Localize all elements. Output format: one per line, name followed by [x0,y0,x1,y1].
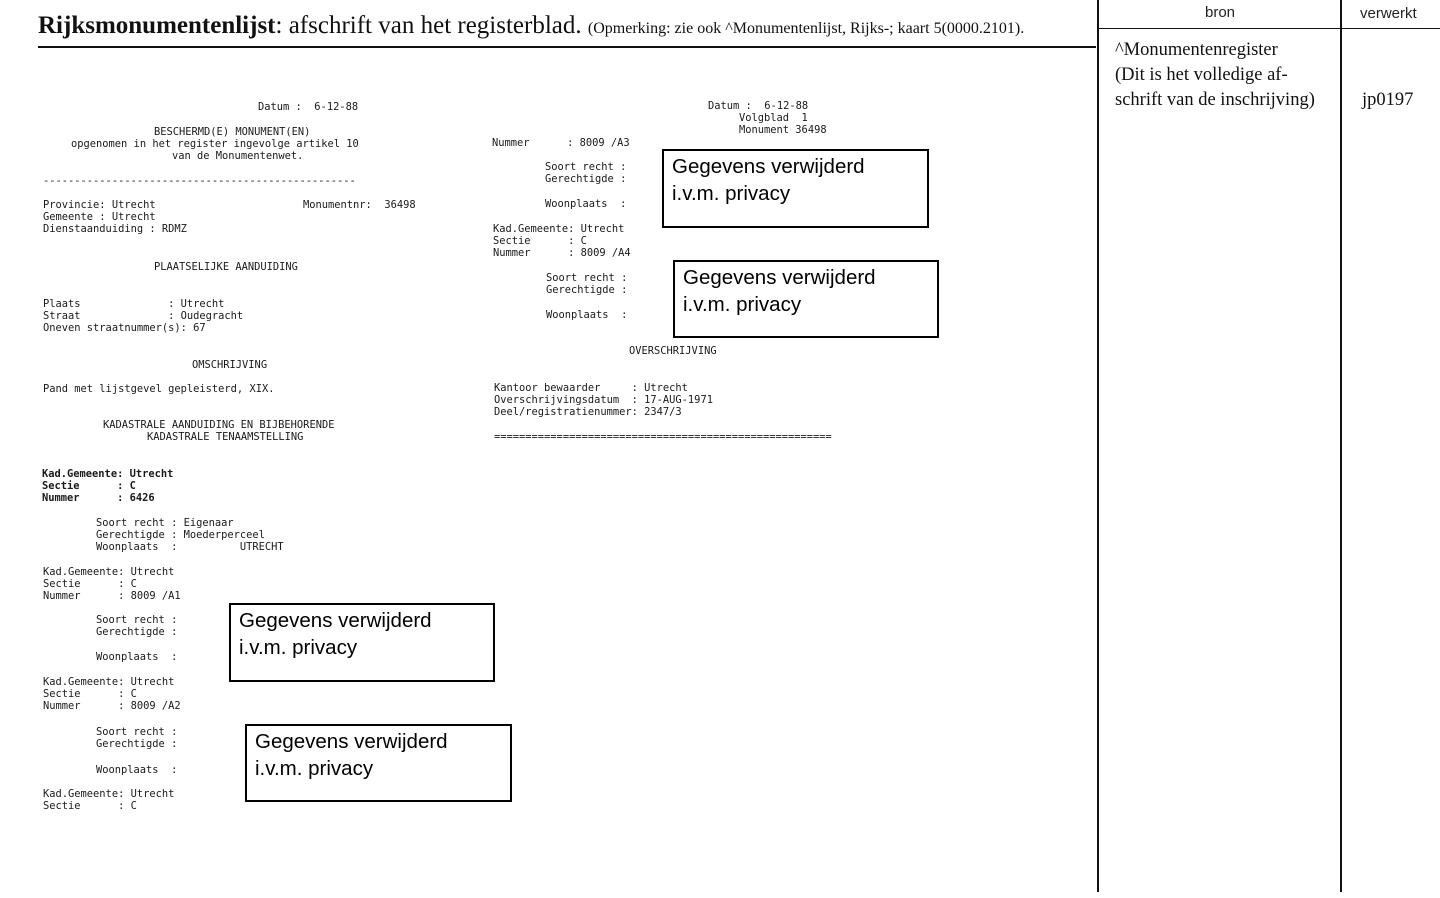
parcel-3-sectie: Sectie : C [43,688,137,700]
omschrijving-title: OMSCHRIJVING [192,359,268,371]
a4-sectie: Sectie : C [493,235,587,247]
privacy-redaction-box: Gegevens verwijderd i.v.m. privacy [673,260,939,338]
left-heading-1: BESCHERMD(E) MONUMENT(EN) [154,126,311,138]
parcel-3-nummer: Nummer : 8009 /A2 [43,700,181,712]
volgblad: Volgblad 1 [739,112,808,124]
parcel-2-nummer: Nummer : 8009 /A1 [43,590,181,602]
a4-soort-recht: Soort recht : [546,272,628,284]
right-separator: ====================================================== [494,431,832,443]
parcel-3-soort-recht: Soort recht : [96,726,178,738]
a3-woonplaats: Woonplaats : [545,198,627,210]
a4-gerechtigde: Gerechtigde : [546,284,628,296]
monumentnr: Monumentnr: 36498 [303,199,416,211]
sidebar-head-rule [1099,28,1440,29]
privacy-redaction-box: Gegevens verwijderd i.v.m. privacy [229,603,495,682]
monument-number: Monument 36498 [739,124,827,136]
title-note: (Opmerking: zie ook ^Monumentenlijst, Rijks-; kaart 5(0000.2101). [587,20,1025,37]
document-title [38,12,1024,40]
gemeente: Gemeente : Utrecht [43,211,156,223]
parcel-1-sectie: Sectie : C [42,480,136,492]
left-separator: -------------------------------------------------- [43,175,356,187]
column-header-bron: bron [1205,4,1236,21]
dienstaanduiding: Dienstaanduiding : RDMZ [43,223,187,235]
sidebar-mid-rule [1340,0,1342,892]
parcel-3-woonplaats: Woonplaats : [96,764,178,776]
plaatselijke-aanduiding-title: PLAATSELIJKE AANDUIDING [154,261,298,273]
a4-kad-gemeente: Kad.Gemeente: Utrecht [493,223,625,235]
left-heading-3: van de Monumentenwet. [172,150,304,162]
omschrijving-text: Pand met lijstgevel gepleisterd, XIX. [43,383,275,395]
parcel-2-sectie: Sectie : C [43,578,137,590]
a4-nummer: Nummer : 8009 /A4 [493,247,631,259]
overschrijving-title: OVERSCHRIJVING [629,345,717,357]
sidebar-left-rule [1097,0,1099,892]
plaats: Plaats : Utrecht [43,298,225,310]
parcel-3-kad-gemeente: Kad.Gemeente: Utrecht [43,676,175,688]
verwerkt-code: jp0197 [1362,90,1414,110]
parcel-1-soort-recht: Soort recht : Eigenaar [96,517,234,529]
parcel-4-kad-gemeente: Kad.Gemeente: Utrecht [43,788,175,800]
privacy-redaction-box: Gegevens verwijderd i.v.m. privacy [662,149,929,228]
provincie: Provincie: Utrecht [43,199,156,211]
parcel-1-nummer: Nummer : 6426 [42,492,155,504]
privacy-redaction-box: Gegevens verwijderd i.v.m. privacy [245,724,512,802]
bron-line-2: (Dit is het volledige af- [1115,65,1288,85]
parcel-1-woonplaats: Woonplaats : UTRECHT [96,541,284,553]
a3-gerechtigde: Gerechtigde : [545,173,627,185]
right-datum: Datum : 6-12-88 [708,100,809,112]
deel-registratienummer: Deel/registratienummer: 2347/3 [494,406,682,418]
title-bold: Rijksmonumentenlijst [38,12,276,39]
left-heading-2: opgenomen in het register ingevolge artikel 10 [71,138,359,150]
header-rule [38,46,1096,48]
parcel-4-sectie: Sectie : C [43,800,137,812]
parcel-2-soort-recht: Soort recht : [96,614,178,626]
parcel-2-kad-gemeente: Kad.Gemeente: Utrecht [43,566,175,578]
a3-soort-recht: Soort recht : [545,161,627,173]
kadastrale-title-2: KADASTRALE TENAAMSTELLING [147,431,304,443]
overschrijvingsdatum: Overschrijvingsdatum : 17-AUG-1971 [494,394,713,406]
bron-line-3: schrift van de inschrijving) [1115,90,1315,110]
title-rest: : afschrift van het registerblad. [275,12,582,39]
a3-nummer: Nummer : 8009 /A3 [492,137,630,149]
parcel-2-woonplaats: Woonplaats : [96,651,178,663]
kantoor-bewaarder: Kantoor bewaarder : Utrecht [494,382,688,394]
left-datum: Datum : 6-12-88 [258,101,359,113]
parcel-2-gerechtigde: Gerechtigde : [96,626,178,638]
parcel-3-gerechtigde: Gerechtigde : [96,738,178,750]
parcel-1-gerechtigde: Gerechtigde : Moederperceel [96,529,265,541]
kadastrale-title-1: KADASTRALE AANDUIDING EN BIJBEHORENDE [103,419,335,431]
bron-line-1: ^Monumentenregister [1115,40,1278,60]
a4-woonplaats: Woonplaats : [546,309,628,321]
oneven-straatnummers: Oneven straatnummer(s): 67 [43,322,206,334]
column-header-verwerkt: verwerkt [1360,5,1417,22]
straat: Straat : Oudegracht [43,310,244,322]
parcel-1-kad-gemeente: Kad.Gemeente: Utrecht [42,468,174,480]
